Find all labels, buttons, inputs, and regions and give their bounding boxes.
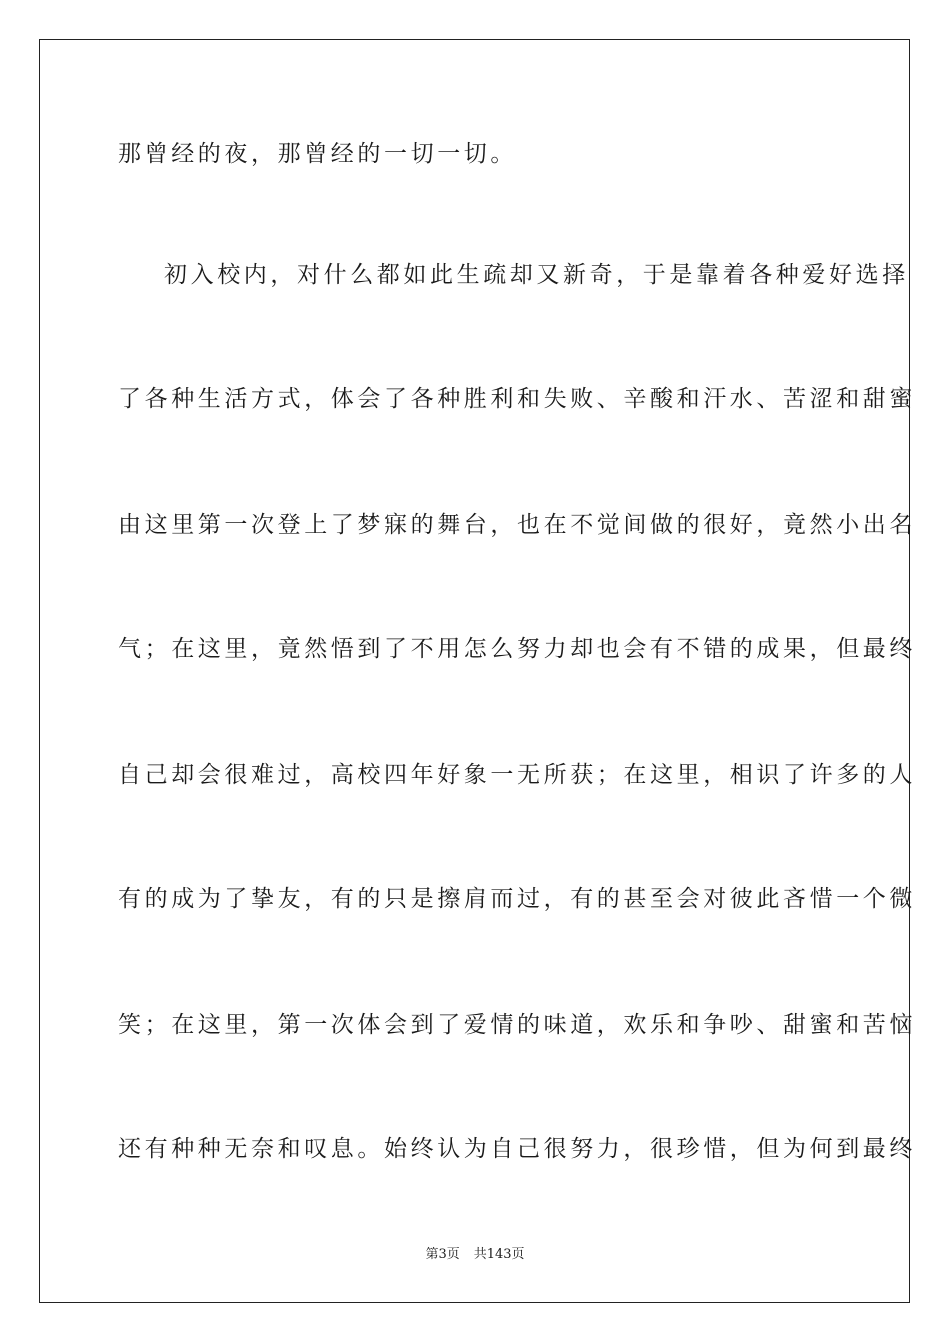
text-line-7: 有的成为了挚友，有的只是擦肩而过，有的甚至会对彼此吝惜一个微 [118, 886, 916, 912]
page-footer [0, 1247, 950, 1263]
page-number: 第3页 [425, 1247, 460, 1262]
total-pages: 共143页 [473, 1247, 525, 1262]
text-line-3: 了各种生活方式，体会了各种胜利和失败、辛酸和汗水、苦涩和甜蜜 [118, 386, 916, 412]
text-line-4: 由这里第一次登上了梦寐的舞台，也在不觉间做的很好，竟然小出名 [118, 512, 916, 538]
paragraph-first-line: 初入校内，对什么都如此生疏却又新奇，于是靠着各种爱好选择 [164, 262, 909, 288]
text-line-8: 笑；在这里，第一次体会到了爱情的味道，欢乐和争吵、甜蜜和苦恼 [118, 1012, 916, 1038]
text-line-6: 自己却会很难过，高校四年好象一无所获；在这里，相识了许多的人 [118, 762, 916, 788]
page-border [39, 39, 916, 1303]
text-line-5: 气；在这里，竟然悟到了不用怎么努力却也会有不错的成果，但最终 [118, 636, 916, 662]
text-line-1: 那曾经的夜，那曾经的一切一切。 [118, 141, 517, 167]
text-line-9: 还有种种无奈和叹息。始终认为自己很努力，很珍惜，但为何到最终 [118, 1136, 916, 1162]
